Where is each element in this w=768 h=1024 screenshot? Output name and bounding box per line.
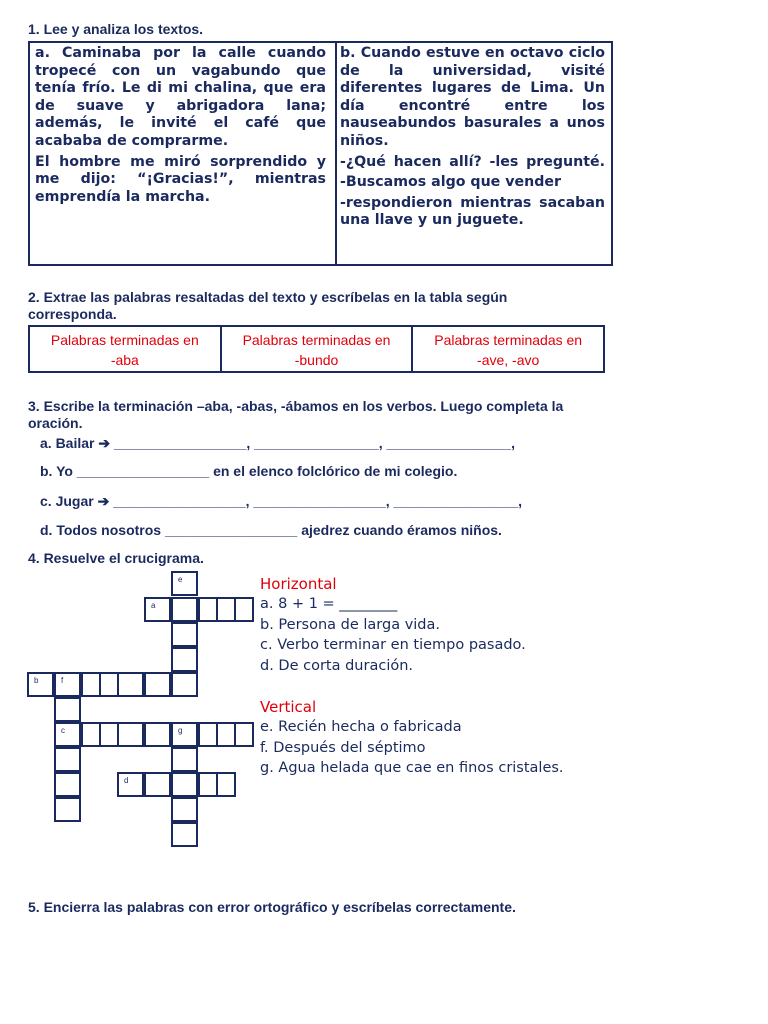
label-d: d — [124, 776, 129, 785]
section-5-heading: 5. Encierra las palabras con error ortográfico y escríbelas correctamente. — [28, 899, 516, 915]
crossword-cell[interactable] — [171, 722, 198, 747]
column-bundo — [222, 327, 414, 371]
text-a-cell — [35, 45, 326, 209]
column-ave-line-2: -ave, -avo — [477, 352, 540, 368]
crossword-cell[interactable] — [117, 722, 144, 747]
crossword-cell[interactable] — [144, 597, 171, 622]
section-1-heading: 1. Lee y analiza los textos. — [28, 21, 204, 37]
crossword-cell[interactable] — [171, 597, 198, 622]
horizontal-title: Horizontal — [260, 575, 337, 593]
clue-d: d. De corta duración. — [260, 657, 414, 674]
crossword-cell[interactable] — [117, 672, 144, 697]
column-bundo-line-2: -bundo — [294, 352, 339, 368]
text-b-paragraph-4: -respondieron mientras sacaban una llave y un juguete. — [340, 194, 605, 229]
item-3a: a. Bailar ➔ _________________, ________________, ________________, — [40, 435, 515, 451]
crossword-cell[interactable] — [54, 722, 81, 747]
column-bundo-line-1: Palabras terminadas en — [242, 332, 391, 348]
label-e: e — [178, 575, 183, 584]
text-b-cell — [340, 45, 605, 233]
endings-table — [28, 325, 605, 373]
crossword-cell[interactable] — [216, 772, 236, 797]
text-b-paragraph-2: -¿Qué hacen allí? -les pregunté. — [340, 153, 605, 170]
clue-a: a. 8 + 1 = ________ — [260, 596, 398, 612]
section-3-heading: 3. Escribe la terminación –aba, -abas, -ábamos en los verbos. Luego completa la oración. — [28, 398, 564, 431]
crossword-cell[interactable] — [99, 722, 119, 747]
section-2-heading: 2. Extrae las palabras resaltadas del texto y escríbelas en la tabla según corresponda. — [28, 289, 508, 322]
crossword-cell[interactable] — [54, 697, 81, 722]
column-aba-line-2: -aba — [110, 352, 139, 368]
crossword-cell[interactable] — [171, 797, 198, 822]
crossword-cell[interactable] — [144, 772, 171, 797]
clue-f: f. Después del séptimo — [260, 739, 426, 756]
crossword-cell[interactable] — [54, 672, 81, 697]
text-a-paragraph-1: a. Caminaba por la calle cuando tropecé con un vagabundo que tenía frío. Le di mi chalina, que era de suave y abrigadora lana; además, le invité el café que acababa de comprarme. — [35, 45, 326, 149]
crossword-cell[interactable] — [171, 647, 198, 672]
clue-g: g. Agua helada que cae en finos cristales. — [260, 760, 564, 776]
section-4-heading: 4. Resuelve el crucigrama. — [28, 550, 204, 566]
text-b-paragraph-3: -Buscamos algo que vender — [340, 174, 561, 191]
column-ave-avo — [413, 327, 603, 371]
crossword-cell[interactable] — [216, 722, 236, 747]
crossword-cell[interactable] — [144, 672, 171, 697]
crossword-cell[interactable] — [81, 672, 101, 697]
item-3b: b. Yo _________________ en el elenco folclórico de mi colegio. — [40, 463, 458, 479]
crossword-cell[interactable] — [81, 722, 101, 747]
crossword-cell[interactable] — [99, 672, 119, 697]
label-c: c — [61, 726, 65, 735]
item-3d: d. Todos nosotros _________________ ajedrez cuando éramos niños. — [40, 522, 502, 538]
table-divider — [335, 43, 337, 264]
crossword-clues — [260, 574, 620, 779]
crossword-cell[interactable] — [234, 597, 254, 622]
crossword-cell[interactable] — [54, 797, 81, 822]
crossword-cell[interactable] — [216, 597, 236, 622]
crossword-cell[interactable] — [27, 672, 54, 697]
crossword-cell[interactable] — [117, 772, 144, 797]
column-aba — [30, 327, 222, 371]
crossword-cell[interactable] — [54, 772, 81, 797]
clue-b: b. Persona de larga vida. — [260, 616, 441, 633]
label-b: b — [34, 676, 39, 685]
column-ave-line-1: Palabras terminadas en — [434, 332, 583, 348]
crossword-cell[interactable] — [171, 747, 198, 772]
column-aba-line-1: Palabras terminadas en — [50, 332, 199, 348]
crossword-cell[interactable] — [171, 672, 198, 697]
vertical-title: Vertical — [260, 698, 317, 716]
text-a-paragraph-2: El hombre me miró sorprendido y me dijo: “¡Gracias!”, mientras emprendía la marcha. — [35, 153, 326, 205]
label-f: f — [61, 676, 64, 685]
label-g: g — [178, 726, 183, 735]
label-a: a — [151, 601, 156, 610]
crossword-cell[interactable] — [171, 822, 198, 847]
crossword-cell[interactable] — [171, 622, 198, 647]
item-3c: c. Jugar ➔ _________________, _________________, ________________, — [40, 493, 522, 509]
crossword-cell[interactable] — [171, 772, 198, 797]
clue-c: c. Verbo terminar en tiempo pasado. — [260, 637, 526, 653]
crossword-cell[interactable] — [144, 722, 171, 747]
crossword-cell[interactable] — [234, 722, 254, 747]
crossword-cell[interactable] — [54, 747, 81, 772]
clue-e: e. Recién hecha o fabricada — [260, 719, 462, 735]
text-b-paragraph-1: b. Cuando estuve en octavo ciclo de la universidad, visité diferentes lugares de Lima. Un día encontré entre los nauseabundos basurales a unos niños. — [340, 45, 605, 149]
crossword-cell[interactable] — [171, 571, 198, 596]
